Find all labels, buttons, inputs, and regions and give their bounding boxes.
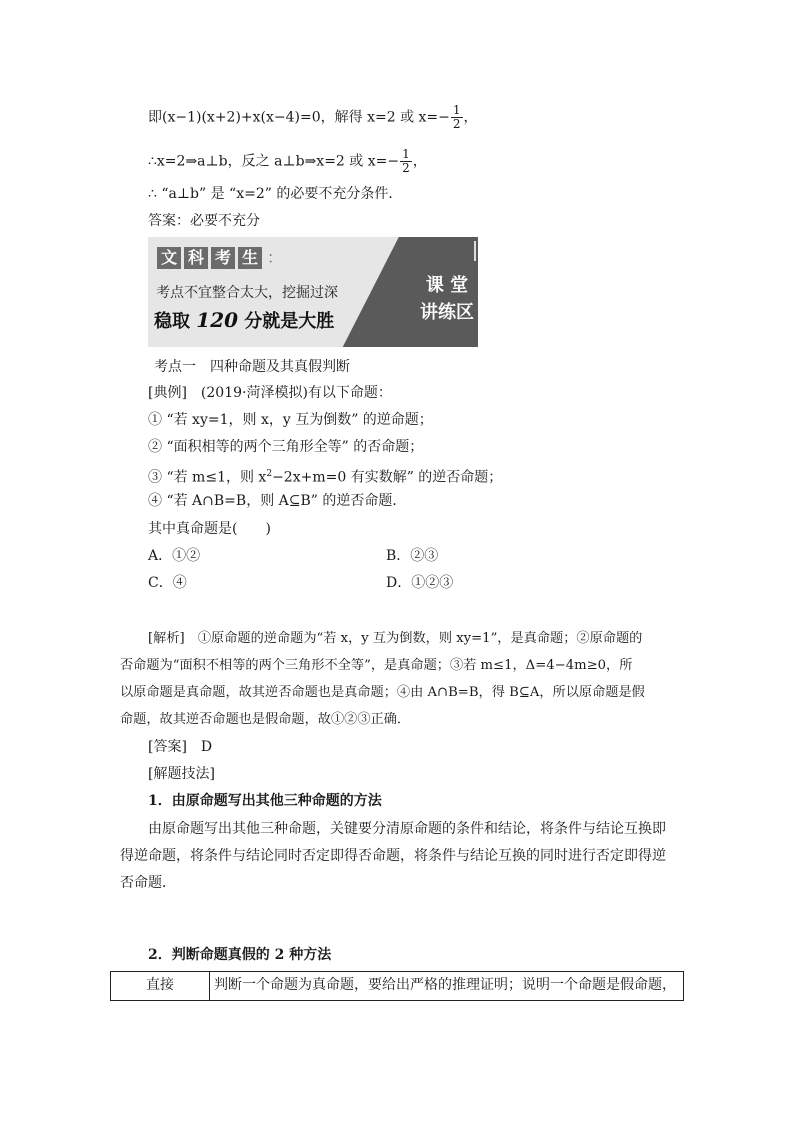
banner-tag-char: 考	[211, 247, 235, 269]
method-1-line-1: 由原命题写出其他三种命题，关键要分清原命题的条件和结论，将条件与结论互换即	[148, 821, 666, 837]
analysis-line-1: [解析] ①原命题的逆命题为“若 x，y 互为倒数，则 xy=1”，是真命题；②原命题的	[148, 631, 643, 646]
example-item-3-text: ③ “若 m≤1，则 x	[148, 469, 267, 486]
banner-tag-char: 生	[238, 247, 262, 269]
analysis-line-2: 否命题为“面积不相等的两个三角形不全等”，是真命题；③若 m≤1，Δ=4−4m≥0，所	[120, 658, 633, 673]
solution-line-1-end: ，	[463, 109, 478, 126]
solution-line-1	[148, 104, 478, 131]
solution-line-2-text: ∴x=2⇒a⊥b，反之 a⊥b⇒x=2 或 x=−	[148, 153, 400, 170]
solution-line-2	[148, 148, 427, 175]
example-item-4: ④ “若 A∩B=B，则 A⊆B” 的逆否命题．	[148, 493, 407, 509]
table-cell-text: 判断一个命题为真命题，要给出严格的推理证明；说明一个命题是假命题，	[210, 972, 684, 1001]
option-a: A．①②	[148, 548, 201, 564]
example-item-3	[148, 465, 502, 487]
example-intro: [典例] (2019·菏泽模拟)有以下命题：	[148, 385, 392, 401]
answer-label: [答案] D	[148, 739, 213, 755]
analysis-line-3: 以原命题是真命题，故其逆否命题也是真命题；④由 A∩B=B，得 B⊆A，所以原命题是假	[120, 685, 645, 700]
banner-subtitle: 考点不宜整合太大，挖掘过深	[156, 285, 338, 301]
banner-main-number: 120	[196, 308, 239, 332]
analysis-line-4: 命题，故其逆否命题也是假命题，故①②③正确．	[120, 712, 411, 727]
banner-main-post: 分就是大胜	[238, 311, 335, 332]
fraction-numerator: 1	[402, 147, 410, 161]
banner-right-label	[418, 272, 476, 326]
fraction-denominator: 2	[402, 161, 410, 175]
section-banner	[148, 237, 478, 347]
superscript-2: 2	[266, 469, 273, 479]
section-title: 考点一 四种命题及其真假判断	[154, 359, 350, 375]
methods-table	[110, 971, 684, 1001]
option-b: B．②③	[386, 548, 439, 564]
method-1-line-2: 得逆命题，将条件与结论同时否定即得否命题，将条件与结论互换的同时进行否定即得逆	[120, 848, 666, 864]
method-2-title: 2．判断命题真假的 2 种方法	[148, 947, 332, 963]
banner-main-text	[154, 307, 334, 333]
banner-tag-char: 科	[184, 247, 208, 269]
solution-line-2-end: ，	[412, 153, 427, 170]
banner-tag-char: 文	[157, 247, 181, 269]
banner-main-pre: 稳取	[154, 311, 197, 332]
fraction-half-2	[400, 148, 412, 175]
option-d: D．①②③	[386, 575, 454, 591]
solution-line-3: ∴ “a⊥b” 是 “x=2” 的必要不充分条件．	[148, 186, 403, 202]
table-row	[111, 972, 684, 1001]
banner-right-line-2: 讲练区	[420, 302, 474, 323]
answer-line: 答案：必要不充分	[148, 213, 260, 229]
method-1-title: 1．由原命题写出其他三种命题的方法	[148, 793, 382, 809]
banner-corner-mark	[474, 241, 476, 261]
banner-right-line-1: 课 堂	[425, 275, 469, 296]
fraction-denominator: 2	[452, 117, 461, 131]
example-question: 其中真命题是( )	[148, 521, 271, 537]
option-c: C．④	[148, 575, 187, 591]
example-item-1: ① “若 xy=1，则 x，y 互为倒数” 的逆命题；	[148, 412, 433, 428]
solution-line-1-text: 即(x−1)(x+2)+x(x−4)=0，解得 x=2 或 x=−	[148, 109, 450, 126]
method-1-line-3: 否命题．	[120, 875, 176, 891]
method-title: [解题技法]	[148, 766, 215, 782]
example-item-3-rest: −2x+m=0 有实数解” 的逆否命题；	[272, 469, 503, 486]
table-cell-head: 直接	[111, 972, 210, 1001]
banner-tag	[157, 247, 283, 269]
fraction-half-1	[451, 104, 463, 131]
fraction-numerator: 1	[452, 103, 461, 117]
example-item-2: ② “面积相等的两个三角形全等” 的否命题；	[148, 439, 424, 455]
banner-tag-colon: ：	[267, 248, 284, 267]
